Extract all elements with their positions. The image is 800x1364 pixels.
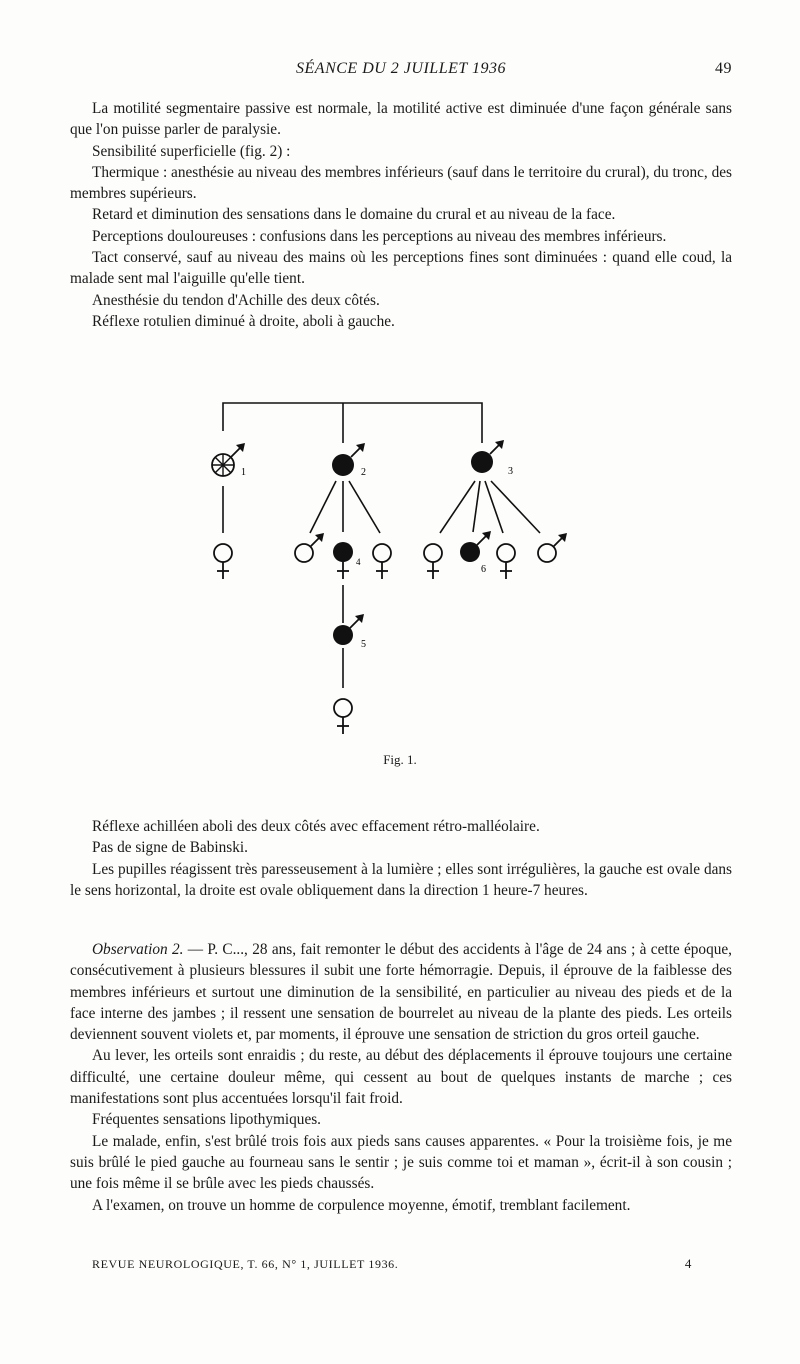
paragraph: Le malade, enfin, s'est brûlé trois fois aux pieds sans causes apparentes. « Pour la troisième fois, je me suis brûlé le pied gauche au fourneau sans le sentir ; je suis comme toi et maman », écrit-il à son cousin ; une fois même il se brûle avec les pieds chaussés. [70, 1132, 732, 1193]
paragraph: Les pupilles réagissent très paresseusement à la lumière ; elles sont irrégulières, la gauche est ovale dans le sens horizontal, la droite est ovale obliquement dans la direction 1 heure-7 heures. [70, 860, 732, 899]
paragraph: Pas de signe de Babinski. [92, 839, 248, 857]
female-daughter-of-1 [214, 544, 232, 579]
paragraph: Sensibilité superficielle (fig. 2) : [92, 142, 291, 160]
observation-label: Observation 2. [92, 941, 184, 958]
pedigree-figure [190, 395, 610, 745]
observation-text: — P. C..., 28 ans, fait remonter le début des accidents à l'âge de 24 ans ; à cette époque, consécutivement à plusieurs blessures il subit une forte hémorragie. Depuis, il éprouve de la faiblesse des membres inférieurs et surtout une diminution de la sensibilité, en particulier au niveau des pieds et de la face interne des jambes ; il ressent une sensation de bourrelet au niveau de la plante des pieds. Les orteils deviennent souvent violets et, par moments, il éprouve une sensation de striction du gros orteil gauche. [70, 941, 732, 1044]
label-1: 1 [241, 467, 246, 478]
label-3: 3 [508, 466, 513, 477]
running-head-title: SÉANCE DU 2 JUILLET 1936 [296, 60, 506, 77]
label-5: 5 [361, 639, 366, 650]
observation-paragraph [70, 939, 732, 1045]
paragraph: Réflexe achilléen aboli des deux côtés avec effacement rétro-malléolaire. [92, 818, 540, 835]
paragraph: Au lever, les orteils sont enraidis ; du reste, au début des déplacements il éprouve toujours une certaine difficulté, une certaine douleur même, qui cessent au bout de quelques instants de marche ; ces manifestations sont plus accentuées lorsqu'il fait froid. [70, 1047, 732, 1108]
male-child-of-3 [538, 533, 567, 562]
paragraph: Retard et diminution des sensations dans le domaine du crural et au niveau de la face. [92, 206, 616, 224]
female-daughter-of-5 [334, 699, 352, 734]
text-block-top [70, 98, 732, 332]
page-footer [92, 1256, 692, 1272]
paragraph: Réflexe rotulien diminué à droite, aboli à gauche. [92, 312, 395, 330]
individual-4-affected-female [333, 542, 353, 579]
label-6: 6 [481, 564, 486, 575]
individual-6-affected-male [460, 531, 491, 562]
female-child-of-3 [424, 544, 442, 579]
paragraph: La motilité segmentaire passive est normale, la motilité active est diminuée d'une façon générale sans que l'on puisse parler de paralysie. [70, 100, 732, 139]
figure-caption: Fig. 1. [383, 752, 417, 767]
text-block-middle [70, 816, 732, 901]
footer-page-number: 4 [684, 1256, 692, 1271]
paragraph: Fréquentes sensations lipothymiques. [92, 1111, 322, 1129]
individual-5-affected-male [333, 614, 364, 645]
paragraph: A l'examen, on trouve un homme de corpulence moyenne, émotif, tremblant facilement. [92, 1196, 631, 1214]
paragraph: Anesthésie du tendon d'Achille des deux côtés. [92, 291, 380, 309]
footer-journal: REVUE NEUROLOGIQUE, T. 66, N° 1, JUILLET 1936. [92, 1257, 399, 1271]
male-child-of-2 [295, 533, 324, 562]
page-number: 49 [715, 60, 732, 77]
pedigree-lines [223, 403, 540, 688]
label-2: 2 [361, 467, 366, 478]
paragraph: Tact conservé, sauf au niveau des mains où les perceptions fines sont diminuées : quand elle coud, la malade sent mal l'aiguille qu'elle tient. [70, 249, 732, 288]
paragraph: Thermique : anesthésie au niveau des membres inférieurs (sauf dans le territoire du crural), du tronc, des membres supérieurs. [70, 163, 732, 203]
individual-3-affected-male [471, 440, 504, 473]
label-4: 4 [356, 557, 361, 567]
text-block-observation [70, 939, 732, 1216]
paragraph: Perceptions douloureuses : confusions dans les perceptions au niveau des membres inférieurs. [92, 227, 667, 245]
female-child-of-2 [373, 544, 391, 579]
female-child-of-3 [497, 544, 515, 579]
